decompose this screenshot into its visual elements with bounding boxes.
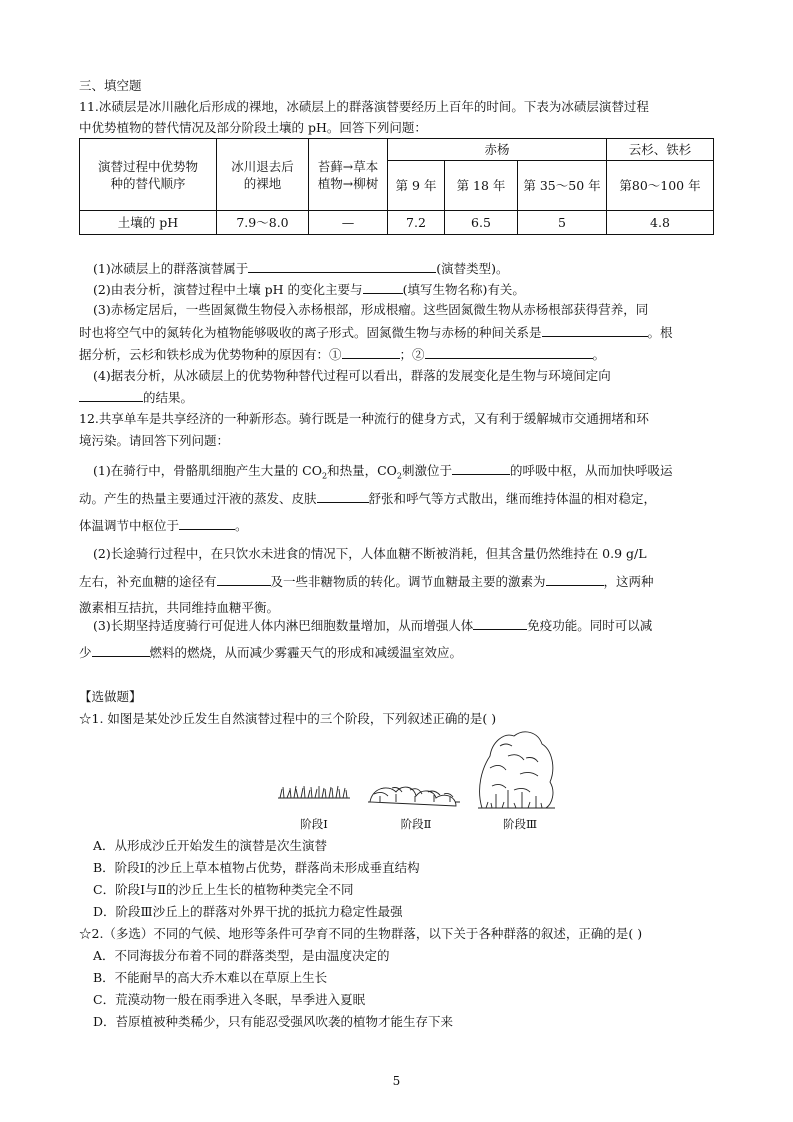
q12-intro-line-1: 12.共享单车是共享经济的一种新形态。骑行既是一种流行的健身方式，又有利于缓解城市交通拥堵和环	[79, 411, 649, 426]
table-group-alder: 赤杨	[388, 139, 607, 161]
q12-intro-line-2: 境污染。请回答下列问题：	[79, 433, 230, 448]
table-ph-year-80-100: 4.8	[607, 211, 714, 235]
oq2-option-d: D．苔原植被种类稀少，只有能忍受强风吹袭的植物才能生存下来	[93, 1014, 454, 1029]
q12-part-3-line-2: 少 燃料的燃烧，从而减少雾霾天气的形成和减缓温室效应。	[79, 645, 463, 660]
succession-ph-table	[79, 138, 714, 235]
answer-blank[interactable]	[79, 389, 143, 402]
section-heading: 三、填空题	[79, 78, 142, 93]
oq2-option-b: B．不能耐旱的高大乔木难以在草原上生长	[93, 970, 328, 985]
answer-blank[interactable]	[452, 462, 510, 475]
oq1-option-a: A．从形成沙丘开始发生的演替是次生演替	[93, 838, 328, 853]
dune-succession-figure	[270, 728, 570, 834]
q12-part-2-line-3: 激素相互拮抗，共同维持血糖平衡。	[79, 600, 280, 615]
figure-label-stage-1: 阶段Ⅰ	[300, 817, 328, 831]
table-sub-year-18: 第 18 年	[445, 161, 518, 211]
table-sub-year-9: 第 9 年	[388, 161, 445, 211]
table-col-bare-land: 冰川退去后的裸地	[217, 139, 309, 211]
answer-blank[interactable]	[473, 617, 527, 630]
answer-blank[interactable]	[179, 517, 235, 530]
table-ph-year-35-50: 5	[518, 211, 607, 235]
table-ph-label: 土壤的 pH	[80, 211, 217, 235]
oq2-option-c: C．荒漠动物一般在雨季进入冬眠，旱季进入夏眠	[93, 992, 366, 1007]
answer-blank[interactable]	[248, 260, 436, 273]
figure-label-stage-3: 阶段Ⅲ	[502, 817, 538, 831]
table-ph-bare: 7.9～8.0	[217, 211, 309, 235]
answer-blank[interactable]	[425, 346, 593, 359]
oq1-option-c: C．阶段Ⅰ与Ⅱ的沙丘上生长的植物种类完全不同	[93, 882, 354, 897]
table-group-spruce: 云杉、铁杉	[607, 139, 714, 161]
figure-label-stage-2: 阶段Ⅱ	[400, 817, 432, 831]
stage-2-shrub-drawing	[368, 787, 460, 806]
stage-3-forest-drawing	[478, 732, 555, 808]
table-sub-year-80-100: 第80～100 年	[607, 161, 714, 211]
q11-part-2: (2)由表分析，演替过程中土壤 pH 的变化主要与 (填写生物名称)有关。	[93, 282, 525, 297]
q11-part-3-line-2: 时也将空气中的氮转化为植物能够吸收的离子形式。固氮微生物与赤杨的种间关系是 。根	[79, 325, 673, 340]
table-col-moss-stage: 苔藓→草本植物→柳树	[309, 139, 388, 211]
page-number: 5	[392, 1074, 401, 1088]
q12-part-1-line-1: (1)在骑行中，骨骼肌细胞产生大量的 $CO_2$和热量，$CO_2$刺激位于 的呼吸中枢，从而加快呼吸运	[93, 463, 673, 481]
q11-part-4-line-1: (4)据表分析，从冰碛层上的优势物种替代过程可以看出，群落的发展变化是生物与环境间定向	[93, 368, 611, 383]
q12-part-2-line-2: 左右，补充血糖的途径有 及一些非糖物质的转化。调节血糖最主要的激素为 ，这两种	[79, 574, 654, 589]
answer-blank[interactable]	[542, 324, 648, 337]
answer-blank[interactable]	[317, 490, 369, 503]
q12-part-1-line-2: 动。产生的热量主要通过汗液的蒸发、皮肤 舒张和呼气等方式散出，继而维持体温的相对稳定，	[79, 491, 657, 506]
table-sub-year-35-50: 第 35～50 年	[518, 161, 607, 211]
oq1-stem: ☆1. 如图是某处沙丘发生自然演替过程中的三个阶段，下列叙述正确的是( )	[79, 711, 497, 726]
table-row-header: 演替过程中优势物种的替代顺序	[80, 139, 217, 211]
q11-part-3-line-1: (3)赤杨定居后，一些固氮微生物侵入赤杨根部，形成根瘤。这些固氮微生物从赤杨根部获得营养，同	[93, 302, 649, 317]
q12-part-2-line-1: (2)长途骑行过程中，在只饮水未进食的情况下，人体血糖不断被消耗，但其含量仍然维持在 0.9 g/L	[93, 546, 647, 561]
oq2-option-a: A．不同海拔分布着不同的群落类型，是由温度决定的	[93, 948, 390, 963]
oq1-option-d: D．阶段Ⅲ沙丘上的群落对外界干扰的抵抗力稳定性最强	[93, 904, 403, 919]
stage-1-grass-drawing	[278, 786, 350, 798]
q11-intro-line-1: 11.冰碛层是冰川融化后形成的裸地，冰碛层上的群落演替要经历上百年的时间。下表为冰碛层演替过程	[79, 99, 649, 114]
oq2-stem: ☆2.（多选）不同的气候、地形等条件可孕育不同的生物群落，以下关于各种群落的叙述，正确的是( )	[79, 926, 643, 941]
answer-blank[interactable]	[546, 573, 604, 586]
q12-part-1-line-3: 体温调节中枢位于 。	[79, 518, 248, 533]
q11-part-1: (1)冰碛层上的群落演替属于 (演替类型)。	[93, 261, 509, 276]
answer-blank[interactable]	[342, 346, 400, 359]
table-ph-year-18: 6.5	[445, 211, 518, 235]
table-ph-moss: —	[309, 211, 388, 235]
table-ph-year-9: 7.2	[388, 211, 445, 235]
q11-part-4-line-2: 的结果。	[79, 389, 193, 406]
q11-intro-line-2: 中优势植物的替代情况及部分阶段土壤的 pH。回答下列问题：	[79, 120, 427, 135]
q12-part-3-line-1: (3)长期坚持适度骑行可促进人体内淋巴细胞数量增加，从而增强人体 免疫功能。同时可以减	[93, 618, 653, 633]
optional-heading: 【选做题】	[79, 689, 142, 704]
oq1-option-b: B．阶段Ⅰ的沙丘上草本植物占优势，群落尚未形成垂直结构	[93, 860, 420, 875]
answer-blank[interactable]	[363, 281, 403, 294]
answer-blank[interactable]	[217, 573, 271, 586]
answer-blank[interactable]	[92, 644, 150, 657]
q11-part-3-line-3: 据分析，云杉和铁杉成为优势物种的原因有：① ；② 。	[79, 347, 606, 362]
